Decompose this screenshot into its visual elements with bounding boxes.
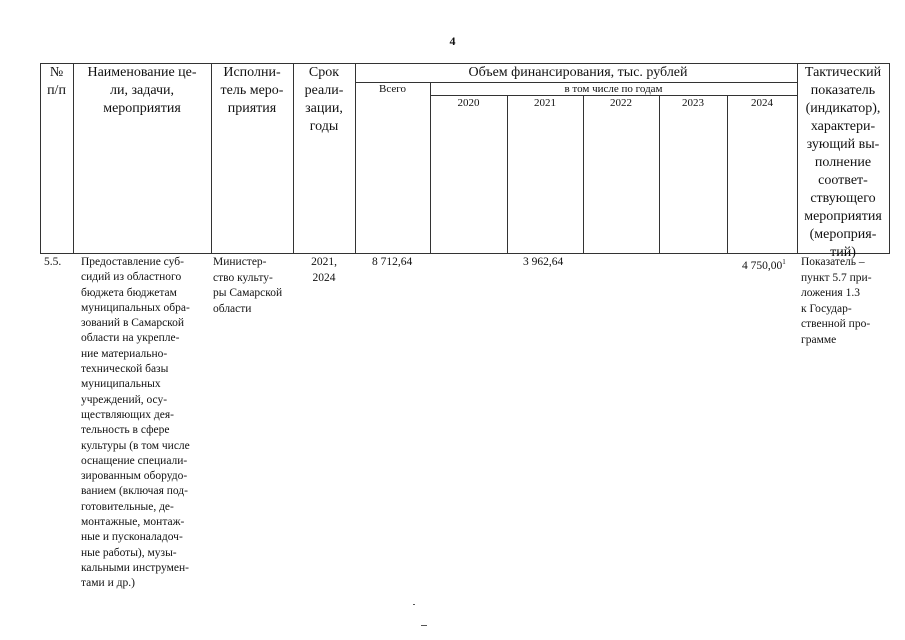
header-by-years: в том числе по годам <box>564 83 663 95</box>
row-2021: 3 962,64 <box>523 256 564 268</box>
col-divider <box>583 95 584 254</box>
col-divider <box>659 95 660 254</box>
header-year-2021: 2021 <box>534 97 556 109</box>
header-indicator: Тактический показатель (индикатор), характери- зующий вы- полнение соответ- ствующего мероприятия (мероприя- тий) <box>804 65 882 260</box>
scan-speck <box>421 625 427 626</box>
header-name: Наименование це- ли, задачи, мероприятия <box>87 65 197 116</box>
row-name: Предоставление суб- сидий из областного бюджета бюджетам муниципальных обра- зований в Самарской области на укрепле- ние материально- технической базы муниципальных учреждений, осу- ществляющих дея- тельность в сфере культуры (в том числе оснащение специали- зированным оборудо- ванием (включая под- готовительные, де- монтажные, монтаж- ные и пусконаладоч- ные работы), музы- кальными инструмен- тами и др.) <box>81 256 190 590</box>
row-2024-footnote: 1 <box>782 258 786 266</box>
header-year-2022: 2022 <box>610 97 632 109</box>
header-year-2020: 2020 <box>457 97 480 109</box>
col-divider <box>727 95 728 254</box>
header-period: Срок реали- зации, годы <box>304 65 344 134</box>
table-right-border <box>889 63 890 254</box>
header-num: № п/п <box>47 65 66 98</box>
row-2024 <box>742 255 786 274</box>
header-funding: Объем финансирования, тыс. рублей <box>468 65 688 80</box>
row-executor: Министер- ство культу- ры Самарской области <box>213 256 283 315</box>
row-indicator: Показатель – пункт 5.7 при- ложения 1.3 к Государ- ственной про- грамме <box>801 256 872 346</box>
header-executor: Исполни- тель меро- приятия <box>220 65 284 116</box>
header-year-2023: 2023 <box>682 97 704 109</box>
row-total: 8 712,64 <box>372 256 413 268</box>
page-number: 4 <box>449 34 456 48</box>
header-bottom-border <box>40 253 890 254</box>
row-2024-value: 4 750,00 <box>742 259 783 272</box>
row-num: 5.5. <box>44 256 62 268</box>
row-period: 2021, 2024 <box>311 256 337 284</box>
col-divider <box>507 95 508 254</box>
scan-speck <box>413 604 415 605</box>
header-year-2024: 2024 <box>751 97 773 109</box>
header-total: Всего <box>379 83 406 95</box>
